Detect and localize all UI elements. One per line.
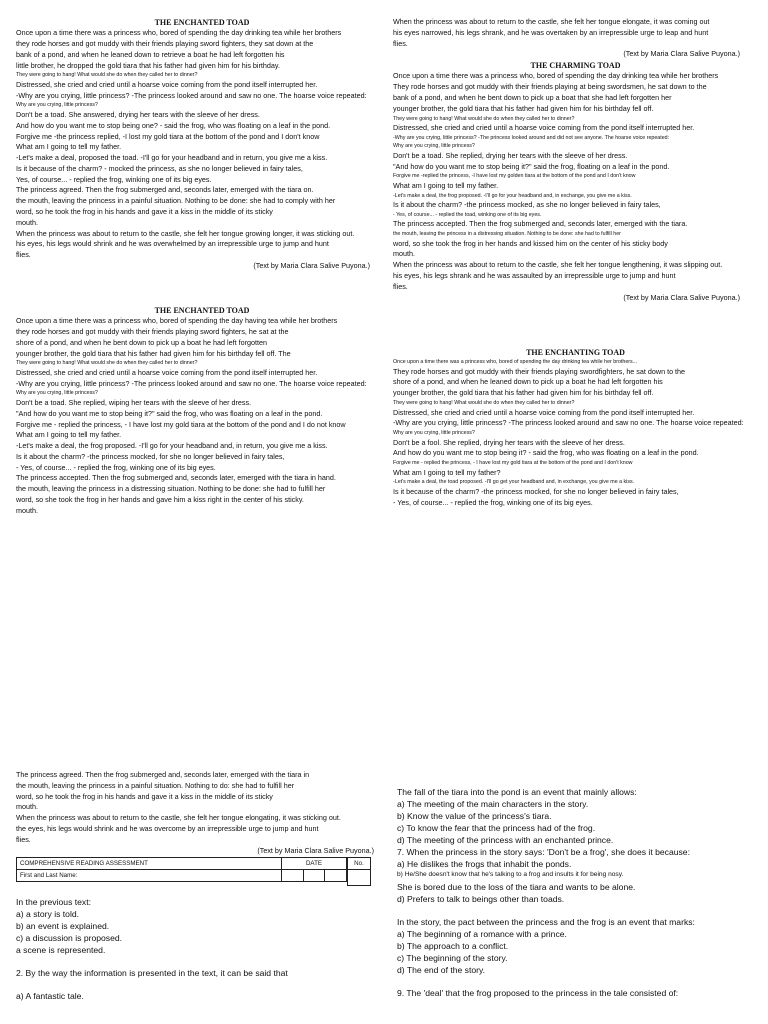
- story-line: mouth.: [16, 802, 38, 812]
- story-line: Don't be a toad. She replied, wiping her tears with the sleeve of her dress.: [16, 397, 252, 407]
- story-line: mouth.: [16, 505, 38, 515]
- story-line: When the princess was about to return to the castle, she felt her tongue elongate, it was coming out: [393, 17, 710, 26]
- story-line: They were going to hang! What would she do when they called her to dinner?: [16, 360, 198, 367]
- story-line: And how do you want me to stop being it? - said the frog, who was floating on a leaf in the pond.: [393, 448, 699, 458]
- answer-option: d) The meeting of the princess with an enchanted prince.: [397, 835, 614, 846]
- story-line: younger brother, the gold tiara that his father had given him for his birthday fell off.: [393, 103, 654, 113]
- story-line: mouth.: [16, 217, 38, 227]
- story-line: Once upon a time there was a princess who, bored of spending the day drinking tea while her brothers...: [393, 359, 638, 366]
- story-line: flies.: [16, 834, 31, 844]
- story-line: When the princess was about to return to the castle, she felt her tongue growing longer, it was sticking out.: [16, 228, 355, 238]
- story-line: Is it because of the charm? - mocked the princess, as she no longer believed in fairy tales,: [16, 163, 303, 173]
- question-line: In the previous text:: [16, 897, 91, 907]
- story-line: his eyes narrowed, his legs shrank, and he was overtaken by an irrepressible urge to leap and hunt: [393, 27, 709, 37]
- story-line: shore of a pond, and when he leaned down to pick up a boat he had left forgotten his: [393, 377, 663, 387]
- story-credit: (Text by Maria Clara Salive Puyona.): [257, 845, 374, 855]
- story-title: THE ENCHANTED TOAD: [154, 18, 250, 27]
- story-4: [393, 347, 758, 509]
- answer-option: c) To know the fear that the princess had of the frog.: [397, 823, 596, 834]
- questions-right: [397, 786, 759, 999]
- story-line: the mouth, leaving the princess in a distressing situation. Nothing to be done: she had to fulfill her: [16, 484, 326, 494]
- story-line: They were going to hang! What would she do when they called her to dinner?: [393, 400, 575, 407]
- number-label: No.: [348, 858, 370, 870]
- story-5: [16, 770, 388, 856]
- answer-option: c) a discussion is proposed.: [16, 933, 123, 944]
- story-line: -Why are you crying, little princess? -The princess looked around and saw no one. The hoarse voice repeated:: [16, 90, 367, 100]
- story-line: -Why are you crying, little princess? -The princess looked around and did not see anyone. The hoarse voice repeated:: [393, 134, 670, 141]
- story-line: Distressed, she cried and cried until a hoarse voice coming from the pond itself interrupted her.: [393, 123, 695, 133]
- story-line: Why are you crying, little princess?: [393, 143, 475, 150]
- answer-option: d) The end of the story.: [397, 964, 486, 975]
- name-field[interactable]: First and Last Name:: [17, 870, 282, 882]
- question-line: In the story, the pact between the princess and the frog is an event that marks:: [397, 916, 695, 927]
- story-line: Forgive me - replied the princess, - I have lost my gold tiara at the bottom of the pond and I do not know: [16, 419, 346, 429]
- question-line: 2. By the way the information is presented in the text, it can be said that: [16, 968, 288, 979]
- story-line: Why are you crying, little princess?: [16, 390, 98, 397]
- question-line: The fall of the tiara into the pond is an event that mainly allows:: [397, 787, 637, 797]
- date-label: DATE: [282, 858, 347, 870]
- story-line: word, so he took the frog in his hands and gave it a kiss in the middle of its sticky: [16, 207, 273, 217]
- story-line: - Yes, of course... - replied the toad, winking one of its big eyes.: [393, 211, 542, 218]
- story-line: younger brother, the gold tiara that his father had given him for his birthday fell off.: [393, 388, 654, 398]
- story-title: THE CHARMING TOAD: [530, 61, 621, 71]
- story-line: Distressed, she cried and cried until a hoarse voice coming from the pond itself interrupted her.: [393, 407, 695, 417]
- story-line: Forgive me -replied the princess, -I have lost my golden tiara at the bottom of the pond and I don't know: [393, 173, 636, 180]
- story-line: They rode horses and got muddy with their friends playing at being swordsmen, he sat down to the: [393, 82, 707, 92]
- answer-option: a) The beginning of a romance with a prince.: [397, 928, 567, 939]
- answer-option: d) Prefers to talk to beings other than toads.: [397, 893, 565, 904]
- answer-option: c) The beginning of the story.: [397, 952, 508, 963]
- story-line: bank of a pond, and when he bent down to pick up a boat that she had left forgotten her: [393, 92, 672, 102]
- story-line: word, so she took the frog in her hands and kissed him on the center of his sticky body: [393, 238, 668, 248]
- story-line: The princess accepted. Then the frog submerged and, seconds later, emerged with the tiara.: [393, 219, 688, 229]
- story-title: THE ENCHANTED TOAD: [154, 306, 250, 315]
- question-line: 9. The 'deal' that the frog proposed to the princess in the tale consisted of:: [397, 987, 679, 998]
- story-line: flies.: [393, 38, 408, 48]
- story-line: -Let's make a deal, the frog proposed. -I'll go for your headband and, in exchange, you give me a kiss.: [393, 192, 632, 199]
- story-line: Yes, of course... - replied the frog, winking one of its big eyes.: [16, 174, 212, 184]
- story-line: Don't be a toad. She answered, drying her tears with the sleeve of her dress.: [16, 109, 260, 119]
- story-line: the mouth, leaving the princess in a painful situation. Nothing to do: she had to fulfill her: [16, 780, 295, 790]
- story-line: Don't be a fool. She replied, drying her tears with the sleeve of her dress.: [393, 437, 625, 447]
- questions-left: [16, 896, 388, 1002]
- story-line: -Why are you crying, little princess? -The princess looked around and saw no one. The hoarse voice repeated:: [16, 378, 367, 388]
- story-line: Distressed, she cried and cried until a hoarse voice coming from the pond itself interrupted her.: [16, 79, 318, 89]
- story-line: Is it because of the charm? -the princess mocked, for she no longer believed in fairy tales,: [393, 486, 679, 496]
- story-line: they rode horses and got muddy with their friends playing sword fighters, he sat at the: [16, 326, 289, 336]
- story-line: Why are you crying, little princess?: [393, 430, 475, 437]
- story-line: little brother, he dropped the gold tiara that his father had given him for his birthday.: [16, 60, 280, 70]
- answer-option: b) Know the value of the princess's tiara.: [397, 811, 552, 822]
- story-credit: (Text by Maria Clara Salive Puyona.): [623, 49, 740, 59]
- story-line: they rode horses and got muddy with their friends playing sword fighters, they sat down at the: [16, 38, 314, 48]
- story-line: mouth.: [393, 249, 415, 259]
- story-line: -Why are you crying, little princess? -The princess looked around and saw no one. The hoarse voice repeated:: [393, 418, 744, 428]
- question-line: 7. When the princess in the story says: 'Don't be a frog', she does it because:: [397, 847, 690, 858]
- answer-option: b) an event is explained.: [16, 921, 110, 932]
- story-line: -Let's make a deal, proposed the toad. -I'll go for your headband and in return, you give me a kiss.: [16, 153, 328, 163]
- story-line: Once upon a time there was a princess who, bored of spending the day drinking tea while her brothers: [393, 71, 719, 81]
- story-line: Forgive me -the princess replied, -I lost my gold tiara at the bottom of the pond and I don't know: [16, 131, 320, 141]
- story-line: - Yes, of course... - replied the frog, winking one of its big eyes.: [16, 462, 216, 472]
- story-line: The princess agreed. Then the frog submerged and, seconds later, emerged with the tiara on.: [16, 185, 314, 195]
- answer-option: b) He/She doesn't know that he's talking to a frog and insults it for being nosy.: [397, 871, 624, 879]
- story-line: word, so she took the frog in her hands and gave him a kiss right in the center of his sticky.: [16, 495, 304, 505]
- story-line: his eyes, his legs shrank and he was assaulted by an irrepressible urge to jump and hunt: [393, 271, 676, 281]
- story-line: They were going to hang! What would she do when they called her to dinner?: [393, 115, 575, 122]
- assessment-heading: COMPREHENSIVE READING ASSESSMENT: [17, 858, 282, 870]
- story-line: They rode horses and got muddy with their friends playing swordfighters, he sat down to the: [393, 366, 686, 376]
- story-line: Distressed, she cried and cried until a hoarse voice coming from the pond itself interrupted her.: [16, 367, 318, 377]
- date-year-box[interactable]: [325, 870, 347, 882]
- date-month-box[interactable]: [303, 870, 325, 882]
- story-1: [16, 17, 388, 272]
- story-line: shore of a pond, and when he bent down to pick up a boat he had left forgotten: [16, 337, 267, 347]
- story-credit: (Text by Maria Clara Salive Puyona.): [623, 292, 740, 302]
- story-line: younger brother, the gold tiara that his father had given him for his birthday fell off. The: [16, 348, 291, 358]
- answer-option: a) He dislikes the frogs that inhabit the ponds.: [397, 859, 572, 870]
- story-line: his eyes, his legs would shrink and he was overwhelmed by an irrepressible urge to jump and hunt: [16, 239, 329, 249]
- answer-option: a scene is represented.: [16, 945, 106, 956]
- story-line: When the princess was about to return to the castle, she felt her tongue lengthening, it was slipping out.: [393, 260, 723, 270]
- story-line: What am I going to tell my father.: [16, 430, 122, 440]
- story-credit: (Text by Maria Clara Salive Puyona.): [253, 261, 370, 271]
- story-2: [16, 305, 388, 517]
- answer-option: She is bored due to the loss of the tiara and wants to be alone.: [397, 881, 636, 892]
- story-line: flies.: [393, 281, 408, 291]
- story-line: -Let's make a deal, the frog proposed. -I'll go for your headband and, in return, you give me a kiss.: [16, 441, 328, 451]
- answer-option: a) The meeting of the main characters in the story.: [397, 799, 589, 810]
- number-box[interactable]: [347, 857, 371, 886]
- story-line: the mouth, leaving the princess in a painful situation. Nothing to be done: she had to comply with her: [16, 196, 336, 206]
- story-line: bank of a pond, and when he leaned down to retrieve a boat he had left forgotten his: [16, 49, 285, 59]
- story-line: the mouth, leaving the princess in a distressing situation. Nothing to be done: she had to fulfill her: [393, 231, 621, 238]
- story-title: THE ENCHANTING TOAD: [526, 348, 625, 357]
- story-line: Is it about the charm? -the princess mocked, for she no longer believed in fairy tales,: [16, 451, 285, 461]
- story-line: They were going to hang! What would she do when they called her to dinner?: [16, 72, 198, 79]
- story-line: Once upon a time there was a princess who, bored of spending the day drinking tea while her brothers: [16, 28, 342, 38]
- story-line: When the princess was about to return to the castle, she felt her tongue elongating, it was sticking out.: [16, 813, 341, 823]
- answer-option: b) The approach to a conflict.: [397, 940, 509, 951]
- story-line: "And how do you want me to stop being it?" said the frog, floating on a leaf in the pond.: [393, 161, 670, 171]
- story-line: And how do you want me to stop being one? - said the frog, who was floating on a leaf in the pond.: [16, 120, 331, 130]
- story-line: The princess accepted. Then the frog submerged and, seconds later, emerged with the tiara in hand.: [16, 473, 336, 483]
- story-line: "And how do you want me to stop being it?" said the frog, who was floating on a leaf in the pond.: [16, 408, 323, 418]
- story-line: What am I going to tell my father?: [393, 467, 501, 477]
- story-line: flies.: [16, 250, 31, 260]
- story-line: Don't be a toad. She replied, drying her tears with the sleeve of her dress.: [393, 150, 628, 160]
- story-line: Forgive me - replied the princess, - I have lost my gold tiara at the bottom of the pond and I don't know: [393, 460, 633, 467]
- story-line: What am I going to tell my father.: [393, 180, 499, 190]
- story-3: [393, 17, 758, 303]
- story-line: Why are you crying, little princess?: [16, 102, 98, 109]
- story-line: the eyes, his legs would shrink and he was overcome by an irrepressible urge to jump and hunt: [16, 823, 319, 833]
- answer-option: a) a story is told.: [16, 909, 80, 920]
- story-line: Once upon a time there was a princess who, bored of spending the day having tea while her brothers: [16, 316, 338, 326]
- story-line: Is it about the charm? -the princess mocked, as she no longer believed in fairy tales,: [393, 200, 661, 210]
- date-day-box[interactable]: [282, 870, 304, 882]
- story-line: word, so he took the frog in his hands and gave it a kiss in the middle of its sticky: [16, 791, 273, 801]
- story-line: What am I going to tell my father.: [16, 142, 122, 152]
- story-line: - Yes, of course... - replied the frog, winking one of its big eyes.: [393, 497, 593, 507]
- answer-option: a) A fantastic tale.: [16, 991, 84, 1002]
- assessment-header: [16, 857, 347, 882]
- story-line: The princess agreed. Then the frog submerged and, seconds later, emerged with the tiara in: [16, 770, 310, 779]
- story-line: -Let's make a deal, the toad proposed. -I'll go get your headband and, in exchange, you give me a kiss.: [393, 479, 635, 486]
